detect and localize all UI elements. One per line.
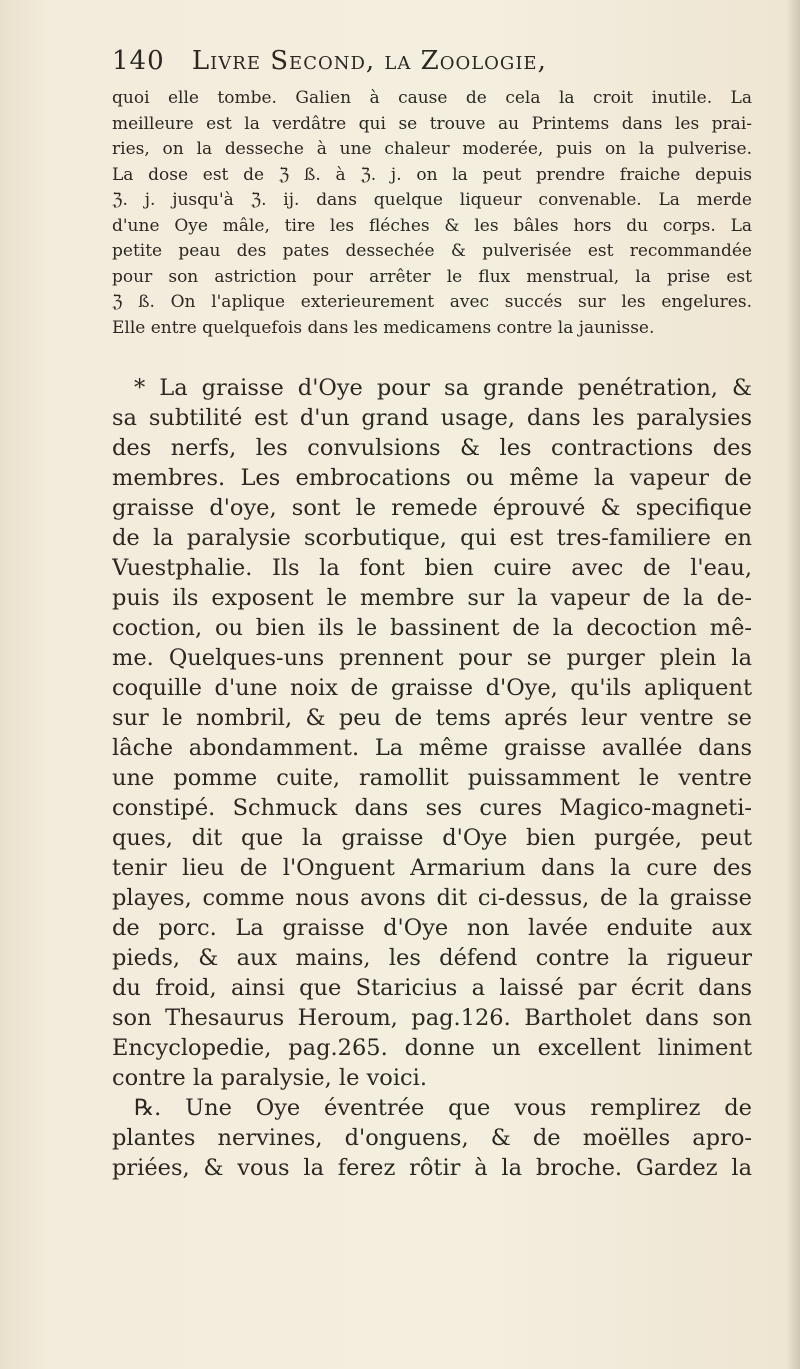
text-line: meilleure est la verdâtre qui se trouve au Printems dans les prai- — [112, 113, 752, 134]
text-line: Elle entre quelquefois dans les medicamens contre la jaunisse. — [112, 317, 655, 338]
text-line: quoi elle tombe. Galien à cause de cela la croit inutile. La — [112, 88, 752, 108]
text-line: ℨ ß. On l'aplique exterieurement avec succés sur les engelures. — [112, 292, 752, 312]
text-line: constipé. Schmuck dans ses cures Magico-magneti- — [112, 795, 752, 821]
text-line: me. Quelques-uns prennent pour se purger plein la — [112, 645, 752, 671]
text-line: membres. Les embrocations ou même la vapeur de — [112, 465, 752, 491]
text-line: playes, comme nous avons dit ci-dessus, de la graisse — [112, 885, 752, 911]
running-title: Livre Second, la Zoologie, — [191, 46, 547, 76]
text-line: lâche abondamment. La même graisse avallée dans — [112, 735, 752, 761]
text-line: coction, ou bien ils le bassinent de la decoction mê- — [112, 615, 752, 641]
text-line: coquille d'une noix de graisse d'Oye, qu'ils apliquent — [112, 675, 752, 701]
text-line: ques, dit que la graisse d'Oye bien purgée, peut — [112, 825, 752, 851]
text-line: La dose est de ℨ ß. à ℨ. j. on la peut prendre fraiche depuis — [112, 164, 752, 185]
page-number: 140 — [112, 46, 165, 76]
text-line: son Thesaurus Heroum, pag.126. Bartholet dans son — [112, 1005, 752, 1031]
text-line: des nerfs, les convulsions & les contractions des — [112, 435, 752, 461]
small-print-paragraph — [112, 86, 752, 341]
text-line: graisse d'oye, sont le remede éprouvé & specifique — [112, 495, 752, 521]
text-line: Vuestphalie. Ils la font bien cuire avec de l'eau, — [112, 555, 752, 581]
text-line: sur le nombril, & peu de tems aprés leur ventre se — [112, 705, 752, 731]
text-line: pieds, & aux mains, les défend contre la rigueur — [112, 945, 752, 971]
text-line: petite peau des pates dessechée & pulverisée est recommandée — [112, 241, 752, 261]
text-line: tenir lieu de l'Onguent Armarium dans la cure des — [112, 855, 752, 881]
text-line: une pomme cuite, ramollit puissamment le ventre — [112, 765, 752, 791]
text-line: puis ils exposent le membre sur la vapeur de la de- — [112, 585, 752, 611]
text-line: de porc. La graisse d'Oye non lavée enduite aux — [112, 915, 752, 941]
main-paragraph — [112, 373, 752, 1183]
text-line: pour son astriction pour arrêter le flux menstrual, la prise est — [112, 266, 752, 287]
text-line: ℨ. j. jusqu'à ℨ. ij. dans quelque liqueur convenable. La merde — [112, 190, 752, 210]
text-line: Encyclopedie, pag.265. donne un excellent liniment — [112, 1035, 752, 1061]
text-line: priées, & vous la ferez rôtir à la broche. Gardez la — [112, 1155, 752, 1181]
running-header — [112, 46, 672, 76]
text-line: plantes nervines, d'onguens, & de moëlles apro- — [112, 1125, 752, 1151]
text-line: d'une Oye mâle, tire les fléches & les bâles hors du corps. La — [112, 215, 752, 236]
text-line: sa subtilité est d'un grand usage, dans les paralysies — [112, 405, 752, 431]
text-line: du froid, ainsi que Staricius a laissé par écrit dans — [112, 975, 752, 1001]
text-line: * La graisse d'Oye pour sa grande penétration, & — [134, 375, 752, 401]
text-line: contre la paralysie, le voici. — [112, 1065, 427, 1091]
text-line: ℞. Une Oye éventrée que vous remplirez de — [134, 1095, 752, 1121]
text-line: ries, on la desseche à une chaleur moderée, puis on la pulverise. — [112, 139, 752, 159]
text-line: de la paralysie scorbutique, qui est tres-familiere en — [112, 525, 752, 551]
